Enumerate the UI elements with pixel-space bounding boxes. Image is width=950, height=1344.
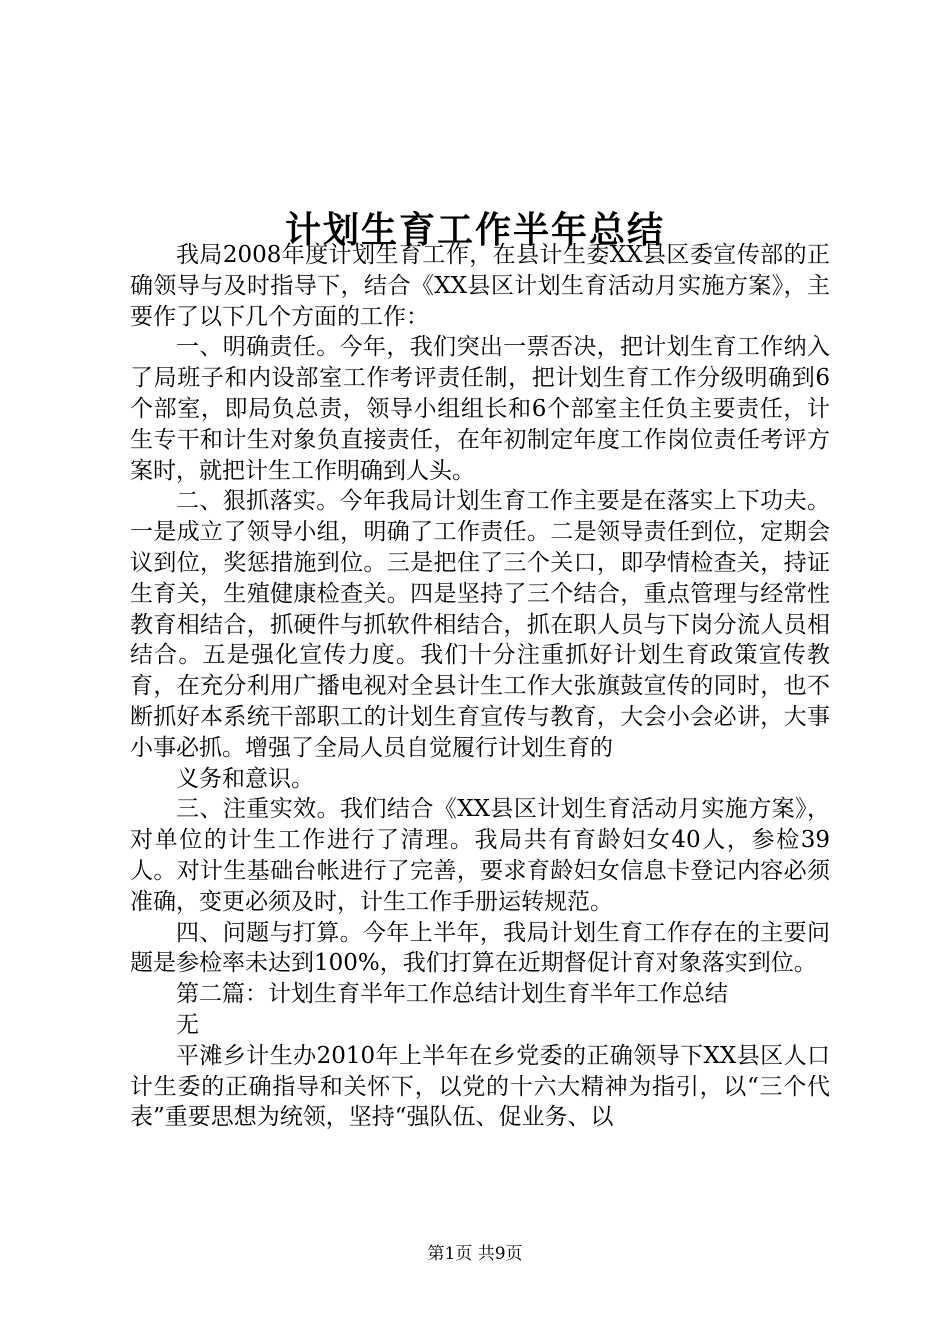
paragraph-section-4: 四、问题与打算。今年上半年，我局计划生育工作存在的主要问题是参检率未达到100%，我们打算在近期督促计育对象落实到位。 <box>130 919 830 977</box>
paragraph-section-3: 三、注重实效。我们结合《XX县区计划生育活动月实施方案》，对单位的计生工作进行了清理。我局共有育龄妇女40人，参检39人。对计生基础台帐进行了完善，要求育龄妇女信息卡登记内容必须准确，变更必须及时，计生工作手册运转规范。 <box>130 796 830 915</box>
paragraph-intro: 我局2008年度计划生育工作，在县计生委XX县区委宣传部的正确领导与及时指导下，结合《XX县区计划生育活动月实施方案》，主要作了以下几个方面的工作： <box>130 242 830 330</box>
paragraph-section-2: 二、狠抓落实。今年我局计划生育工作主要是在落实上下功夫。一是成立了领导小组，明确了工作责任。二是领导责任到位，定期会议到位，奖惩措施到位。三是把住了三个关口，即孕情检查关，持证生育关，生殖健康检查关。四是坚持了三个结合，重点管理与经常性教育相结合，抓硬件与抓软件相结合，抓在职人员与下岗分流人员相结合。五是强化宣传力度。我们十分注重抓好计划生育政策宣传教育，在充分利用广播电视对全县计生工作大张旗鼓宣传的同时，也不断抓好本系统干部职工的计划生育宣传与教育，大会小会必讲，大事小事必抓。增强了全局人员自觉履行计划生育的 <box>130 488 830 761</box>
paragraph-second-article-heading: 第二篇：计划生育半年工作总结计划生育半年工作总结 <box>176 981 728 1008</box>
document-title: 计划生育工作半年总结 <box>284 210 665 252</box>
paragraph-second-article-body: 平滩乡计生办2010年上半年在乡党委的正确领导下XX县区人口计生委的正确指导和关怀下，以党的十六大精神为指引，以“三个代表”重要思想为统领，坚持“强队伍、促业务、以 <box>130 1042 830 1131</box>
paragraph-section-2-continued: 义务和意识。 <box>176 765 314 792</box>
paragraph-section-1: 一、明确责任。今年，我们突出一票否决，把计划生育工作纳入了局班子和内设部室工作考评责任制，把计划生育工作分级明确到6个部室，即局负总责，领导小组组长和6个部室主任负主要责任，计生专干和计生对象负直接责任，在年初制定年度工作岗位责任考评方案时，就把计生工作明确到人头。 <box>130 334 830 484</box>
paragraph-none: 无 <box>176 1011 199 1038</box>
document-body <box>130 240 830 1133</box>
page-number-footer: 第1页 共9页 <box>427 1244 523 1264</box>
